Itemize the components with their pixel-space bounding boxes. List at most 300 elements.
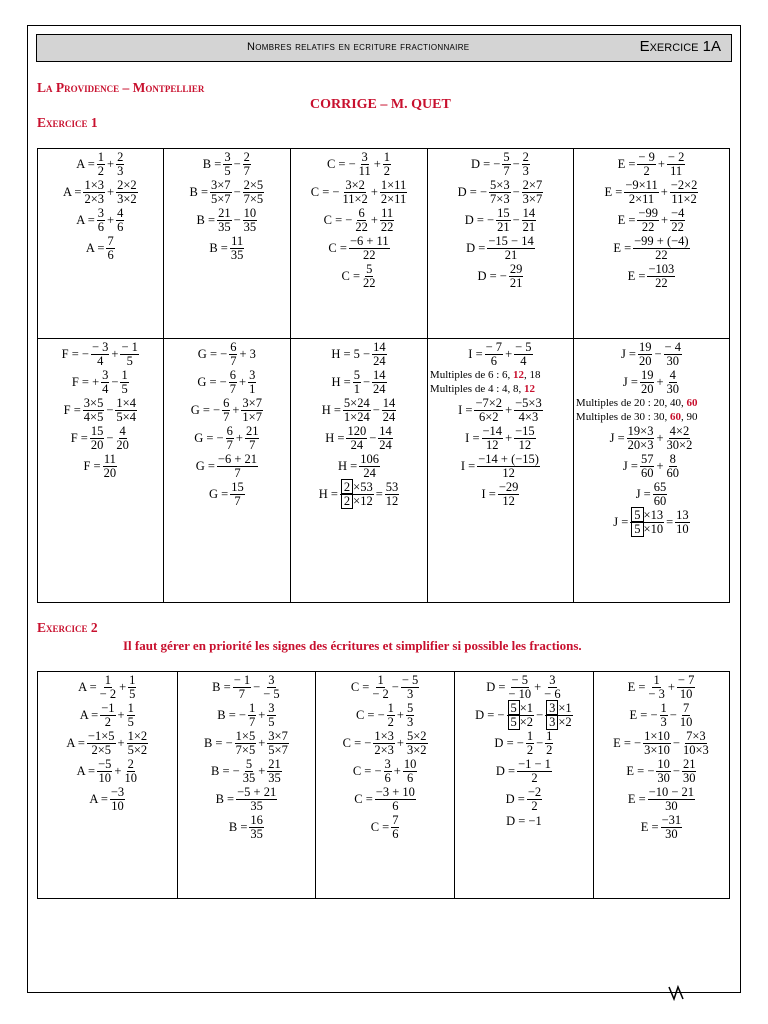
- equation-text: B =: [212, 679, 231, 694]
- fraction: [226, 425, 234, 452]
- fraction: [661, 814, 683, 841]
- equation-text: B = −: [211, 763, 240, 778]
- denominator: 21: [504, 247, 518, 262]
- denominator: 4: [97, 353, 104, 368]
- equation-line: [196, 207, 259, 234]
- fraction: [341, 179, 368, 206]
- denominator: 35: [268, 770, 281, 785]
- equation-text: +: [660, 212, 669, 227]
- equation-line: [612, 235, 690, 262]
- equation-line: [342, 730, 429, 757]
- denominator: 1×24: [343, 409, 370, 424]
- denominator: 3: [660, 714, 667, 729]
- denominator: 60: [640, 465, 654, 480]
- fraction: [236, 786, 277, 813]
- equation-text: +: [396, 707, 404, 722]
- table-row: [38, 672, 730, 899]
- numerator: −2: [527, 784, 542, 799]
- numerator: −2×2: [670, 177, 698, 192]
- denominator: 3: [522, 163, 529, 178]
- numerator: 3: [268, 672, 275, 687]
- equation-text: C = −: [323, 212, 353, 227]
- equation-text: +: [505, 402, 513, 417]
- numerator: −14: [482, 423, 503, 438]
- numerator: − 7: [485, 339, 503, 354]
- numerator: 11: [231, 233, 244, 248]
- equation-text: A =: [76, 763, 96, 778]
- numerator: 1: [248, 700, 256, 715]
- equation-text: =: [375, 486, 383, 501]
- equation-line: [330, 341, 387, 368]
- equation-text: +: [107, 156, 115, 171]
- denominator: 22: [655, 275, 668, 290]
- table-cell: [427, 339, 573, 603]
- fraction: [509, 263, 524, 290]
- denominator: 20×3: [627, 437, 654, 452]
- equation-line: [337, 453, 381, 480]
- numerator: 65: [653, 479, 667, 494]
- numerator: 8: [669, 451, 676, 466]
- numerator: 19: [638, 339, 652, 354]
- fraction: [243, 207, 258, 234]
- equation-line: [323, 207, 396, 234]
- equation-line: [70, 425, 131, 452]
- numerator: 21: [245, 423, 259, 438]
- fraction: [401, 674, 419, 701]
- denominator: 30: [665, 798, 678, 813]
- numerator: −5 + 21: [237, 784, 277, 799]
- denominator: 12: [502, 465, 515, 480]
- fraction: [210, 179, 232, 206]
- calc-cell: [291, 149, 427, 290]
- numerator: −3: [110, 784, 125, 799]
- denominator: 7×5: [235, 742, 256, 757]
- table-cell: [593, 672, 729, 899]
- fraction: [630, 509, 664, 536]
- equation-text: C =: [350, 679, 370, 694]
- denominator: 30: [665, 826, 678, 841]
- numerator: 2×7: [522, 177, 543, 192]
- denominator: 5: [121, 381, 128, 396]
- denominator: 5×4: [116, 409, 136, 424]
- equation-line: [474, 702, 574, 729]
- numerator: −99: [638, 205, 658, 220]
- equation-line: [208, 481, 246, 508]
- numerator: −1 − 1: [518, 756, 551, 771]
- numerator: −14 + (−15): [478, 451, 539, 466]
- denominator: 7: [234, 465, 241, 480]
- equation-text: −: [512, 184, 520, 199]
- numerator: −9×11: [625, 177, 658, 192]
- fraction: [522, 151, 530, 178]
- fraction: [354, 207, 369, 234]
- equation-text: E = −: [629, 707, 658, 722]
- numerator: −5×3: [515, 395, 542, 410]
- fraction: [120, 341, 138, 368]
- equation-text: +: [107, 184, 115, 199]
- equation-line: [324, 425, 394, 452]
- equation-line: [604, 179, 700, 206]
- denominator: 10: [679, 686, 693, 701]
- equation-text: H = 5 −: [331, 346, 371, 361]
- numerator: −3 + 10: [375, 784, 415, 799]
- equation-text: F = −: [61, 346, 89, 361]
- equation-text: A =: [85, 240, 105, 255]
- equation-text: B =: [215, 791, 235, 806]
- fraction: [243, 179, 265, 206]
- fraction: [543, 674, 561, 701]
- equation-line: [85, 235, 116, 262]
- denominator: 24: [373, 353, 386, 368]
- fraction: [637, 207, 659, 234]
- equation-line: [82, 453, 118, 480]
- fraction: [340, 481, 374, 508]
- table-cell: [163, 339, 290, 603]
- denominator: 24: [350, 437, 364, 452]
- fraction: [382, 397, 397, 424]
- fraction: [223, 151, 231, 178]
- numerator: 14: [382, 395, 396, 410]
- denominator: 10: [124, 770, 137, 785]
- numerator: − 5: [511, 672, 528, 687]
- denominator: 1×7: [242, 409, 262, 424]
- equation-text: A =: [62, 184, 82, 199]
- equation-text: E = −: [626, 763, 655, 778]
- equation-text: −: [391, 679, 399, 694]
- numerator: 1: [383, 149, 391, 164]
- numerator: 1×4: [116, 395, 136, 410]
- equation-text: −: [369, 430, 377, 445]
- fraction: [359, 453, 380, 480]
- numerator: 5: [503, 149, 510, 164]
- numerator: 2: [243, 149, 250, 164]
- equation-line: [609, 425, 695, 452]
- equation-line: [318, 481, 401, 508]
- fraction: [653, 481, 668, 508]
- equation-text: E =: [640, 819, 659, 834]
- denominator: 4: [520, 353, 527, 368]
- multiples-note: Multiples de 6 : 6, 12, 18: [429, 369, 541, 381]
- numerator: 1×3: [84, 177, 105, 192]
- equation-text: H =: [325, 430, 345, 445]
- denominator: 7: [234, 493, 241, 508]
- numerator: 3: [249, 367, 256, 382]
- calc-cell: [594, 672, 729, 898]
- equation-text: I =: [465, 430, 480, 445]
- equation-text: C = −: [326, 156, 356, 171]
- equation-text: B = −: [203, 735, 233, 750]
- numerator: − 7: [677, 672, 695, 687]
- numerator: 3: [361, 149, 368, 164]
- equation-text: +: [667, 679, 675, 694]
- numerator: −5: [98, 756, 112, 771]
- equation-text: +: [393, 763, 401, 778]
- exercise-2-table: [37, 671, 730, 899]
- equation-text: D =: [486, 679, 506, 694]
- denominator: 5×7: [211, 191, 231, 206]
- denominator: 2: [387, 714, 394, 729]
- equation-line: [75, 151, 125, 178]
- fraction: [507, 674, 532, 701]
- equation-text: F =: [70, 430, 88, 445]
- numerator: 1: [129, 672, 136, 687]
- fraction: [372, 341, 387, 368]
- equation-line: [202, 151, 252, 178]
- denominator: 7: [243, 163, 250, 178]
- denominator: 2×3: [374, 742, 394, 757]
- fraction: [90, 425, 105, 452]
- denominator: 22: [641, 219, 655, 234]
- table-cell: [38, 672, 178, 899]
- equation-text: +: [373, 156, 381, 171]
- fraction: [115, 397, 137, 424]
- denominator: 24: [373, 381, 386, 396]
- equation-text: −: [536, 735, 544, 750]
- equation-text: B =: [202, 156, 222, 171]
- equation-line: [216, 702, 276, 729]
- denominator: 22: [671, 219, 684, 234]
- fraction: [517, 758, 552, 785]
- equation-line: [465, 235, 536, 262]
- numerator: 2 ×53: [340, 481, 374, 495]
- numerator: 4: [117, 205, 124, 220]
- boxed-factor: 5: [631, 521, 643, 537]
- fraction: [99, 674, 117, 701]
- denominator: 5: [129, 686, 136, 701]
- equation-text: +: [657, 156, 665, 171]
- numerator: 3×5: [83, 395, 104, 410]
- numerator: 53: [385, 479, 399, 494]
- numerator: 3 ×1: [545, 702, 573, 716]
- equation-text: +: [656, 458, 664, 473]
- school-name: La Providence – Montpellier: [37, 80, 205, 95]
- equation-text: B =: [228, 819, 248, 834]
- numerator: −99 + (−4): [634, 233, 689, 248]
- equation-text: G = −: [197, 374, 227, 389]
- calc-cell: [164, 339, 290, 602]
- denominator: 30: [666, 353, 680, 368]
- boxed-factor: 2: [341, 479, 353, 495]
- denominator: 6: [384, 770, 391, 785]
- equation-text: −: [654, 346, 662, 361]
- numerator: 7: [682, 700, 690, 715]
- denominator: 4: [102, 381, 109, 396]
- numerator: −31: [661, 812, 682, 827]
- equation-text: A =: [78, 679, 97, 694]
- equation-text: H =: [331, 374, 351, 389]
- fraction: [248, 702, 256, 729]
- numerator: 6: [358, 205, 365, 220]
- fraction: [116, 151, 124, 178]
- equation-text: F = +: [71, 374, 100, 389]
- denominator: 6: [107, 247, 114, 262]
- numerator: 11: [103, 451, 116, 466]
- denominator: 6: [392, 798, 399, 813]
- equation-line: [493, 730, 554, 757]
- denominator: 30: [657, 770, 670, 785]
- denominator: 20: [640, 381, 654, 396]
- equation-text: +: [660, 184, 668, 199]
- numerator: 21: [268, 756, 281, 771]
- equation-text: I =: [458, 402, 473, 417]
- page-header: [36, 34, 732, 62]
- fraction: [230, 235, 245, 262]
- equation-text: C = −: [355, 707, 385, 722]
- numerator: 5 ×13: [630, 509, 664, 523]
- equation-line: [622, 453, 681, 480]
- equation-text: +: [235, 430, 243, 445]
- exercise-2-title: Exercice 2: [37, 620, 98, 635]
- equation-text: −: [512, 156, 520, 171]
- equation-line: [464, 207, 537, 234]
- fraction: [349, 235, 390, 262]
- equation-text: +: [656, 374, 664, 389]
- denominator: 3: [406, 714, 414, 729]
- fraction: [670, 207, 685, 234]
- calc-cell: [316, 672, 454, 898]
- equation-text: +: [107, 212, 115, 227]
- numerator: 1×2: [127, 728, 148, 743]
- calc-cell: [164, 149, 290, 262]
- denominator: 22: [363, 275, 376, 290]
- equation-text: C =: [354, 791, 373, 806]
- fraction: [391, 814, 399, 841]
- equation-line: [629, 702, 695, 729]
- equation-line: [88, 786, 126, 813]
- numerator: 3: [384, 756, 391, 771]
- equation-text: C = −: [352, 763, 382, 778]
- table-cell: [454, 672, 593, 899]
- numerator: −7×2: [475, 395, 503, 410]
- equation-text: −: [512, 212, 520, 227]
- equation-text: +: [258, 763, 266, 778]
- fraction: [670, 179, 699, 206]
- calc-cell: [38, 672, 177, 898]
- corrige-title: CORRIGE – M. QUET: [310, 97, 451, 112]
- equation-text: D = −1: [506, 813, 542, 828]
- numerator: 21: [218, 205, 231, 220]
- denominator: 21: [497, 219, 510, 234]
- denominator: 6: [490, 353, 497, 368]
- fraction: [222, 397, 230, 424]
- numerator: 3: [224, 149, 231, 164]
- equation-text: +: [239, 374, 247, 389]
- equation-text: +: [656, 430, 664, 445]
- numerator: 1: [526, 728, 534, 743]
- denominator: − 5: [263, 686, 280, 701]
- denominator: 2×5: [91, 742, 111, 757]
- denominator: 7: [229, 381, 236, 396]
- equation-line: [467, 341, 533, 368]
- denominator: 2×11: [380, 191, 407, 206]
- denominator: 22: [655, 247, 668, 262]
- equation-text: −: [233, 156, 241, 171]
- fraction: [249, 814, 264, 841]
- fraction: [383, 151, 391, 178]
- denominator: 20: [103, 465, 117, 480]
- fraction: [378, 425, 393, 452]
- fraction: [380, 179, 407, 206]
- numerator: 15: [90, 423, 104, 438]
- denominator: 12: [486, 437, 499, 452]
- denominator: 1: [249, 381, 256, 396]
- fraction: [545, 702, 573, 729]
- calc-cell: [574, 149, 729, 290]
- denominator: 6: [117, 219, 124, 234]
- denominator: 5 ×10: [630, 523, 664, 536]
- equation-text: −: [233, 212, 241, 227]
- numerator: 3: [102, 367, 109, 382]
- numerator: 2: [127, 756, 134, 771]
- equation-line: [495, 758, 553, 785]
- equation-line: [61, 341, 140, 368]
- equation-line: [327, 235, 390, 262]
- numerator: 1×10: [644, 728, 670, 743]
- numerator: − 3: [91, 339, 109, 354]
- equation-text: D = −: [477, 268, 507, 283]
- fraction: [514, 397, 543, 424]
- denominator: 12: [502, 493, 515, 508]
- equation-text: +: [114, 763, 122, 778]
- equation-text: J =: [635, 486, 651, 501]
- equation-text: J =: [613, 514, 629, 529]
- numerator: 3×2: [345, 177, 365, 192]
- equation-text: +: [232, 402, 240, 417]
- equation-text: J =: [620, 346, 636, 361]
- fraction: [679, 702, 694, 729]
- calc-cell: [574, 339, 729, 602]
- multiples-note: Multiples de 20 : 20, 40, 60: [575, 397, 698, 409]
- equation-text: E =: [627, 679, 646, 694]
- numerator: 5×2: [406, 728, 427, 743]
- calc-cell: [455, 672, 593, 898]
- numerator: 6: [230, 339, 237, 354]
- fraction: [502, 151, 510, 178]
- fraction: [230, 481, 245, 508]
- equation-text: H =: [318, 486, 338, 501]
- fraction: [527, 786, 542, 813]
- equation-line: [476, 263, 524, 290]
- equation-line: [76, 758, 139, 785]
- fraction: [97, 758, 112, 785]
- denominator: 21: [509, 275, 523, 290]
- denominator: 3×2: [406, 742, 427, 757]
- equation-text: −: [362, 374, 370, 389]
- fraction: [373, 730, 395, 757]
- equation-line: [79, 702, 136, 729]
- fraction: [242, 758, 257, 785]
- equation-text: −: [111, 374, 119, 389]
- fraction: [667, 151, 685, 178]
- calc-cell: [428, 149, 573, 290]
- equation-text: =: [666, 514, 674, 529]
- denominator: 11×2: [342, 191, 368, 206]
- fraction: [474, 397, 503, 424]
- numerator: − 9: [638, 149, 655, 164]
- numerator: 15: [497, 205, 510, 220]
- equation-text: E = −: [613, 735, 642, 750]
- denominator: 5 ×2: [507, 716, 535, 729]
- denominator: 60: [666, 465, 680, 480]
- denominator: − 3: [648, 686, 665, 701]
- equation-text: E =: [617, 156, 636, 171]
- equation-line: [63, 397, 138, 424]
- fraction: [624, 179, 658, 206]
- fraction: [91, 341, 109, 368]
- equation-text: G =: [195, 458, 215, 473]
- fraction: [514, 425, 536, 452]
- table-row: [38, 149, 730, 339]
